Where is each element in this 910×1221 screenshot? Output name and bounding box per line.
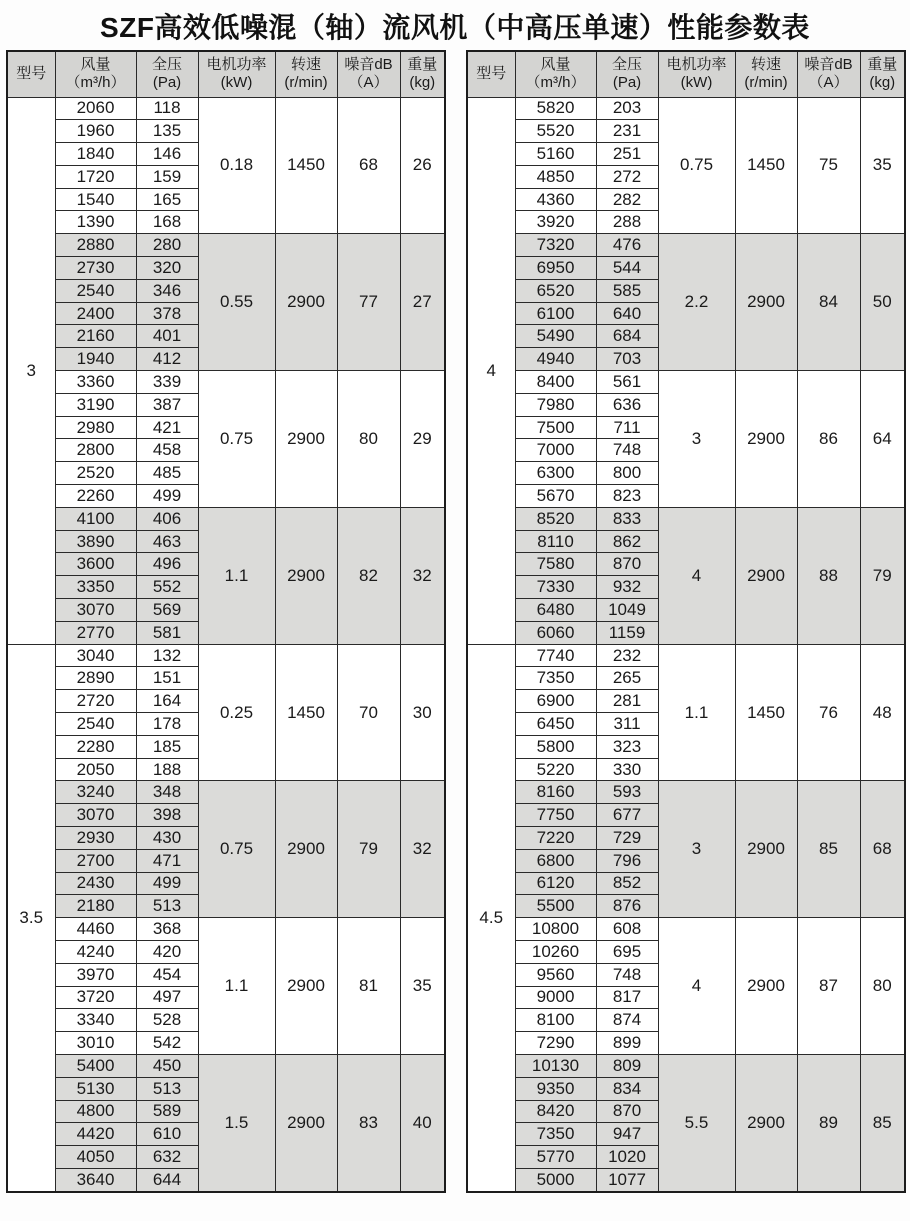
cell-noise: 77 — [337, 234, 400, 371]
cell-pressure: 421 — [136, 416, 198, 439]
cell-airflow: 2400 — [55, 302, 136, 325]
cell-noise: 70 — [337, 644, 400, 781]
cell-noise: 83 — [337, 1054, 400, 1192]
cell-pressure: 874 — [596, 1009, 658, 1032]
cell-airflow: 2180 — [55, 895, 136, 918]
cell-pressure: 569 — [136, 599, 198, 622]
cell-airflow: 2770 — [55, 621, 136, 644]
table-row — [467, 644, 905, 667]
cell-speed: 1450 — [735, 644, 797, 781]
cell-power: 0.25 — [198, 644, 275, 781]
cell-airflow: 9350 — [515, 1077, 596, 1100]
cell-airflow: 7000 — [515, 439, 596, 462]
cell-pressure: 159 — [136, 165, 198, 188]
table-row — [7, 507, 445, 530]
cell-pressure: 608 — [596, 918, 658, 941]
table-row — [7, 234, 445, 257]
page-title: SZF高效低噪混（轴）流风机（中高压单速）性能参数表 — [100, 12, 810, 43]
cell-airflow: 3350 — [55, 576, 136, 599]
cell-pressure: 165 — [136, 188, 198, 211]
cell-airflow: 8100 — [515, 1009, 596, 1032]
col-header-noise: 噪音dB （A） — [337, 51, 400, 97]
cell-airflow: 4800 — [55, 1100, 136, 1123]
cell-airflow: 7290 — [515, 1032, 596, 1055]
cell-pressure: 368 — [136, 918, 198, 941]
fan-table-left — [6, 50, 446, 1193]
cell-speed: 2900 — [735, 234, 797, 371]
cell-pressure: 232 — [596, 644, 658, 667]
cell-pressure: 581 — [136, 621, 198, 644]
cell-airflow: 2060 — [55, 97, 136, 120]
col-header-model: 型号 — [467, 51, 515, 97]
cell-pressure: 796 — [596, 849, 658, 872]
cell-pressure: 135 — [136, 120, 198, 143]
cell-airflow: 3340 — [55, 1009, 136, 1032]
cell-airflow: 3190 — [55, 393, 136, 416]
cell-airflow: 7220 — [515, 827, 596, 850]
cell-noise: 87 — [797, 918, 860, 1055]
cell-pressure: 809 — [596, 1054, 658, 1077]
col-header-weight: 重量 (kg) — [860, 51, 905, 97]
cell-pressure: 463 — [136, 530, 198, 553]
cell-pressure: 497 — [136, 986, 198, 1009]
cell-pressure: 703 — [596, 348, 658, 371]
cell-airflow: 2540 — [55, 713, 136, 736]
cell-weight: 30 — [400, 644, 445, 781]
cell-pressure: 272 — [596, 165, 658, 188]
cell-pressure: 677 — [596, 804, 658, 827]
cell-pressure: 151 — [136, 667, 198, 690]
cell-airflow: 2520 — [55, 462, 136, 485]
cell-pressure: 552 — [136, 576, 198, 599]
cell-noise: 82 — [337, 507, 400, 644]
cell-pressure: 748 — [596, 439, 658, 462]
cell-airflow: 2430 — [55, 872, 136, 895]
cell-pressure: 185 — [136, 735, 198, 758]
cell-speed: 2900 — [735, 781, 797, 918]
cell-airflow: 6950 — [515, 257, 596, 280]
table-row — [467, 781, 905, 804]
col-header-speed: 转速 (r/min) — [275, 51, 337, 97]
cell-pressure: 281 — [596, 690, 658, 713]
cell-airflow: 6900 — [515, 690, 596, 713]
cell-weight: 26 — [400, 97, 445, 234]
cell-airflow: 1960 — [55, 120, 136, 143]
cell-airflow: 6100 — [515, 302, 596, 325]
col-header-power: 电机功率 (kW) — [198, 51, 275, 97]
cell-pressure: 1049 — [596, 599, 658, 622]
cell-pressure: 280 — [136, 234, 198, 257]
cell-pressure: 542 — [136, 1032, 198, 1055]
cell-airflow: 10260 — [515, 940, 596, 963]
cell-airflow: 2160 — [55, 325, 136, 348]
cell-pressure: 412 — [136, 348, 198, 371]
col-header-speed: 转速 (r/min) — [735, 51, 797, 97]
cell-pressure: 430 — [136, 827, 198, 850]
cell-pressure: 1159 — [596, 621, 658, 644]
cell-pressure: 476 — [596, 234, 658, 257]
cell-airflow: 3640 — [55, 1168, 136, 1192]
cell-pressure: 311 — [596, 713, 658, 736]
cell-airflow: 7320 — [515, 234, 596, 257]
cell-pressure: 132 — [136, 644, 198, 667]
cell-weight: 32 — [400, 507, 445, 644]
cell-weight: 64 — [860, 371, 905, 508]
cell-airflow: 8420 — [515, 1100, 596, 1123]
cell-airflow: 3070 — [55, 804, 136, 827]
cell-pressure: 265 — [596, 667, 658, 690]
cell-power: 4 — [658, 918, 735, 1055]
cell-airflow: 7740 — [515, 644, 596, 667]
cell-pressure: 862 — [596, 530, 658, 553]
cell-power: 0.55 — [198, 234, 275, 371]
cell-airflow: 3920 — [515, 211, 596, 234]
cell-noise: 85 — [797, 781, 860, 918]
cell-airflow: 10800 — [515, 918, 596, 941]
cell-power: 2.2 — [658, 234, 735, 371]
cell-airflow: 2930 — [55, 827, 136, 850]
cell-airflow: 4240 — [55, 940, 136, 963]
cell-airflow: 4100 — [55, 507, 136, 530]
cell-pressure: 817 — [596, 986, 658, 1009]
cell-airflow: 3600 — [55, 553, 136, 576]
cell-pressure: 339 — [136, 371, 198, 394]
cell-airflow: 7350 — [515, 1123, 596, 1146]
cell-airflow: 2730 — [55, 257, 136, 280]
cell-speed: 2900 — [275, 781, 337, 918]
cell-pressure: 420 — [136, 940, 198, 963]
cell-speed: 2900 — [735, 1054, 797, 1192]
header-row — [467, 51, 905, 97]
cell-airflow: 2720 — [55, 690, 136, 713]
cell-weight: 85 — [860, 1054, 905, 1192]
cell-pressure: 496 — [136, 553, 198, 576]
table-row — [7, 644, 445, 667]
cell-pressure: 870 — [596, 553, 658, 576]
cell-pressure: 561 — [596, 371, 658, 394]
cell-power: 3 — [658, 781, 735, 918]
fan-table-right — [466, 50, 906, 1193]
cell-airflow: 8110 — [515, 530, 596, 553]
cell-airflow: 7500 — [515, 416, 596, 439]
cell-weight: 40 — [400, 1054, 445, 1192]
cell-pressure: 398 — [136, 804, 198, 827]
cell-airflow: 6450 — [515, 713, 596, 736]
cell-power: 0.75 — [198, 371, 275, 508]
cell-power: 0.75 — [658, 97, 735, 234]
cell-pressure: 852 — [596, 872, 658, 895]
cell-power: 1.1 — [198, 507, 275, 644]
cell-airflow: 5670 — [515, 485, 596, 508]
cell-weight: 79 — [860, 507, 905, 644]
cell-airflow: 6060 — [515, 621, 596, 644]
col-header-airflow: 风量 （m³/h） — [55, 51, 136, 97]
cell-airflow: 5490 — [515, 325, 596, 348]
cell-pressure: 164 — [136, 690, 198, 713]
cell-noise: 89 — [797, 1054, 860, 1192]
cell-airflow: 5400 — [55, 1054, 136, 1077]
cell-airflow: 5820 — [515, 97, 596, 120]
cell-pressure: 640 — [596, 302, 658, 325]
cell-pressure: 947 — [596, 1123, 658, 1146]
col-header-weight: 重量 (kg) — [400, 51, 445, 97]
cell-airflow: 1840 — [55, 143, 136, 166]
cell-pressure: 378 — [136, 302, 198, 325]
cell-weight: 29 — [400, 371, 445, 508]
cell-model: 3.5 — [7, 644, 55, 1192]
cell-airflow: 8400 — [515, 371, 596, 394]
cell-pressure: 485 — [136, 462, 198, 485]
cell-pressure: 288 — [596, 211, 658, 234]
cell-airflow: 10130 — [515, 1054, 596, 1077]
cell-airflow: 5130 — [55, 1077, 136, 1100]
cell-airflow: 6480 — [515, 599, 596, 622]
cell-speed: 1450 — [275, 644, 337, 781]
cell-pressure: 188 — [136, 758, 198, 781]
cell-airflow: 2800 — [55, 439, 136, 462]
cell-noise: 86 — [797, 371, 860, 508]
cell-weight: 35 — [860, 97, 905, 234]
cell-airflow: 2890 — [55, 667, 136, 690]
cell-pressure: 499 — [136, 872, 198, 895]
cell-pressure: 644 — [136, 1168, 198, 1192]
cell-pressure: 471 — [136, 849, 198, 872]
table-row — [467, 234, 905, 257]
cell-weight: 50 — [860, 234, 905, 371]
cell-airflow: 2050 — [55, 758, 136, 781]
col-header-noise: 噪音dB （A） — [797, 51, 860, 97]
col-header-power: 电机功率 (kW) — [658, 51, 735, 97]
cell-airflow: 2700 — [55, 849, 136, 872]
col-header-pressure: 全压 (Pa) — [136, 51, 198, 97]
cell-pressure: 870 — [596, 1100, 658, 1123]
cell-pressure: 636 — [596, 393, 658, 416]
cell-airflow: 3040 — [55, 644, 136, 667]
cell-airflow: 8160 — [515, 781, 596, 804]
cell-airflow: 4940 — [515, 348, 596, 371]
cell-power: 0.18 — [198, 97, 275, 234]
cell-airflow: 2980 — [55, 416, 136, 439]
cell-model: 3 — [7, 97, 55, 644]
cell-speed: 2900 — [735, 371, 797, 508]
table-row — [467, 97, 905, 120]
cell-airflow: 2880 — [55, 234, 136, 257]
cell-pressure: 695 — [596, 940, 658, 963]
cell-power: 3 — [658, 371, 735, 508]
cell-weight: 48 — [860, 644, 905, 781]
cell-pressure: 876 — [596, 895, 658, 918]
cell-airflow: 7980 — [515, 393, 596, 416]
cell-noise: 80 — [337, 371, 400, 508]
cell-pressure: 401 — [136, 325, 198, 348]
cell-airflow: 3240 — [55, 781, 136, 804]
cell-airflow: 4050 — [55, 1146, 136, 1169]
cell-model: 4 — [467, 97, 515, 644]
cell-pressure: 282 — [596, 188, 658, 211]
cell-pressure: 146 — [136, 143, 198, 166]
cell-pressure: 251 — [596, 143, 658, 166]
cell-airflow: 6120 — [515, 872, 596, 895]
cell-weight: 35 — [400, 918, 445, 1055]
cell-airflow: 1540 — [55, 188, 136, 211]
cell-weight: 80 — [860, 918, 905, 1055]
table-row — [7, 918, 445, 941]
cell-noise: 68 — [337, 97, 400, 234]
cell-airflow: 3720 — [55, 986, 136, 1009]
table-row — [7, 781, 445, 804]
cell-airflow: 7750 — [515, 804, 596, 827]
cell-airflow: 9000 — [515, 986, 596, 1009]
cell-power: 1.1 — [658, 644, 735, 781]
cell-power: 4 — [658, 507, 735, 644]
table-row — [467, 918, 905, 941]
cell-airflow: 5500 — [515, 895, 596, 918]
cell-airflow: 4850 — [515, 165, 596, 188]
cell-pressure: 711 — [596, 416, 658, 439]
cell-airflow: 6800 — [515, 849, 596, 872]
cell-speed: 2900 — [275, 371, 337, 508]
cell-speed: 2900 — [735, 918, 797, 1055]
cell-pressure: 585 — [596, 279, 658, 302]
cell-power: 1.5 — [198, 1054, 275, 1192]
cell-airflow: 7350 — [515, 667, 596, 690]
cell-airflow: 6520 — [515, 279, 596, 302]
cell-speed: 2900 — [275, 918, 337, 1055]
cell-airflow: 3010 — [55, 1032, 136, 1055]
cell-pressure: 454 — [136, 963, 198, 986]
cell-pressure: 632 — [136, 1146, 198, 1169]
cell-airflow: 7330 — [515, 576, 596, 599]
cell-speed: 2900 — [275, 1054, 337, 1192]
cell-weight: 27 — [400, 234, 445, 371]
cell-noise: 81 — [337, 918, 400, 1055]
cell-speed: 2900 — [275, 507, 337, 644]
cell-airflow: 2540 — [55, 279, 136, 302]
cell-airflow: 1720 — [55, 165, 136, 188]
cell-airflow: 4460 — [55, 918, 136, 941]
cell-power: 0.75 — [198, 781, 275, 918]
table-row — [467, 507, 905, 530]
header-row — [7, 51, 445, 97]
cell-pressure: 800 — [596, 462, 658, 485]
cell-airflow: 7580 — [515, 553, 596, 576]
table-row — [467, 371, 905, 394]
cell-airflow: 6300 — [515, 462, 596, 485]
cell-airflow: 4360 — [515, 188, 596, 211]
cell-pressure: 348 — [136, 781, 198, 804]
cell-pressure: 450 — [136, 1054, 198, 1077]
col-header-pressure: 全压 (Pa) — [596, 51, 658, 97]
table-row — [7, 97, 445, 120]
cell-pressure: 387 — [136, 393, 198, 416]
cell-airflow: 1390 — [55, 211, 136, 234]
cell-airflow: 5520 — [515, 120, 596, 143]
cell-airflow: 4420 — [55, 1123, 136, 1146]
cell-speed: 2900 — [275, 234, 337, 371]
cell-power: 5.5 — [658, 1054, 735, 1192]
col-header-airflow: 风量 （m³/h） — [515, 51, 596, 97]
cell-pressure: 458 — [136, 439, 198, 462]
cell-pressure: 899 — [596, 1032, 658, 1055]
cell-pressure: 203 — [596, 97, 658, 120]
cell-airflow: 5800 — [515, 735, 596, 758]
cell-noise: 84 — [797, 234, 860, 371]
cell-weight: 68 — [860, 781, 905, 918]
cell-airflow: 5160 — [515, 143, 596, 166]
cell-pressure: 589 — [136, 1100, 198, 1123]
cell-speed: 1450 — [735, 97, 797, 234]
cell-pressure: 231 — [596, 120, 658, 143]
cell-airflow: 2280 — [55, 735, 136, 758]
cell-model: 4.5 — [467, 644, 515, 1192]
cell-pressure: 833 — [596, 507, 658, 530]
cell-airflow: 8520 — [515, 507, 596, 530]
cell-airflow: 1940 — [55, 348, 136, 371]
cell-speed: 2900 — [735, 507, 797, 644]
cell-pressure: 932 — [596, 576, 658, 599]
cell-pressure: 1077 — [596, 1168, 658, 1192]
cell-pressure: 178 — [136, 713, 198, 736]
cell-airflow: 5770 — [515, 1146, 596, 1169]
cell-airflow: 3890 — [55, 530, 136, 553]
cell-pressure: 544 — [596, 257, 658, 280]
col-header-model: 型号 — [7, 51, 55, 97]
cell-airflow: 3360 — [55, 371, 136, 394]
cell-pressure: 823 — [596, 485, 658, 508]
cell-noise: 79 — [337, 781, 400, 918]
cell-pressure: 118 — [136, 97, 198, 120]
cell-pressure: 593 — [596, 781, 658, 804]
cell-speed: 1450 — [275, 97, 337, 234]
cell-pressure: 748 — [596, 963, 658, 986]
cell-weight: 32 — [400, 781, 445, 918]
cell-pressure: 1020 — [596, 1146, 658, 1169]
cell-pressure: 610 — [136, 1123, 198, 1146]
cell-pressure: 513 — [136, 895, 198, 918]
cell-airflow: 3970 — [55, 963, 136, 986]
cell-pressure: 323 — [596, 735, 658, 758]
cell-pressure: 834 — [596, 1077, 658, 1100]
table-row — [7, 371, 445, 394]
cell-airflow: 9560 — [515, 963, 596, 986]
cell-airflow: 5220 — [515, 758, 596, 781]
cell-pressure: 168 — [136, 211, 198, 234]
cell-pressure: 330 — [596, 758, 658, 781]
cell-pressure: 320 — [136, 257, 198, 280]
cell-noise: 76 — [797, 644, 860, 781]
table-row — [467, 1054, 905, 1077]
cell-pressure: 528 — [136, 1009, 198, 1032]
cell-pressure: 346 — [136, 279, 198, 302]
cell-pressure: 729 — [596, 827, 658, 850]
table-row — [7, 1054, 445, 1077]
cell-pressure: 684 — [596, 325, 658, 348]
cell-power: 1.1 — [198, 918, 275, 1055]
cell-pressure: 513 — [136, 1077, 198, 1100]
cell-airflow: 3070 — [55, 599, 136, 622]
cell-pressure: 406 — [136, 507, 198, 530]
cell-airflow: 5000 — [515, 1168, 596, 1192]
cell-airflow: 2260 — [55, 485, 136, 508]
cell-noise: 75 — [797, 97, 860, 234]
cell-pressure: 499 — [136, 485, 198, 508]
cell-noise: 88 — [797, 507, 860, 644]
